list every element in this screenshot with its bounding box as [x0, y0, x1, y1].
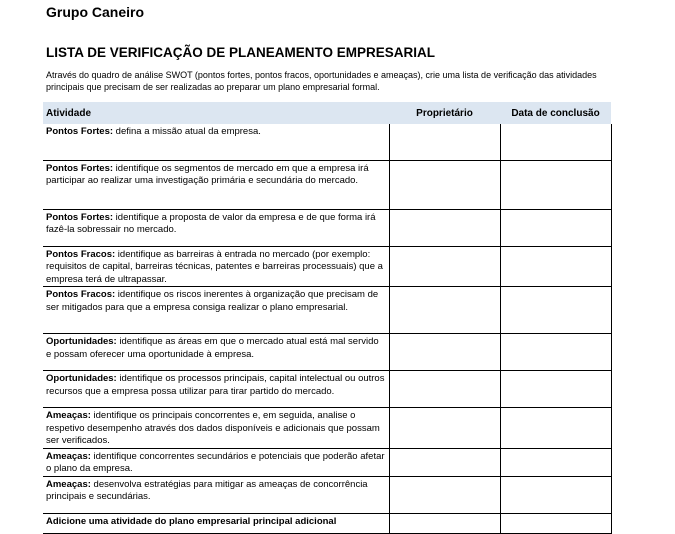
table-row: [43, 334, 611, 371]
date-cell[interactable]: [500, 124, 611, 160]
column-header-activity: Atividade: [43, 102, 389, 124]
date-cell[interactable]: [500, 160, 611, 209]
activity-cell: [43, 334, 389, 371]
date-cell[interactable]: [500, 408, 611, 449]
activity-label: Oportunidades:: [46, 336, 117, 347]
activity-text: identifique os riscos inerentes à organização que precisam de ser mitigados para que a empresa consiga realizar o plano empresarial.: [46, 289, 379, 313]
activity-cell: [43, 371, 389, 408]
table-row: [43, 124, 611, 160]
activity-cell: [43, 124, 389, 160]
table-row: [43, 371, 611, 408]
document-title: LISTA DE VERIFICAÇÃO DE PLANEAMENTO EMPRESARIAL: [46, 45, 436, 60]
table-row: [43, 209, 611, 246]
activity-text: identifique os principais concorrentes e, em seguida, analise o respetivo desempenho através dos dados disponíveis e adicionais que possam ser verificados.: [46, 410, 380, 446]
company-name: Grupo Caneiro: [46, 4, 145, 20]
owner-cell[interactable]: [389, 160, 500, 209]
activity-cell: [43, 246, 389, 287]
activity-text: identifique as barreiras à entrada no mercado (por exemplo: requisitos de capital, barreiras técnicas, patentes e barreiras processuais) que a empresa terá de ultrapassar.: [46, 248, 383, 285]
activity-label: Pontos Fortes:: [46, 211, 114, 223]
activity-text: defina a missão atual da empresa.: [113, 126, 261, 137]
activity-cell: [43, 408, 389, 449]
owner-cell[interactable]: [389, 287, 500, 334]
owner-cell[interactable]: [389, 334, 500, 371]
activity-label: Pontos Fortes:: [46, 162, 114, 174]
table-row: [43, 448, 611, 476]
owner-cell[interactable]: [389, 408, 500, 449]
checklist-table: [43, 102, 612, 534]
activity-cell: [43, 209, 389, 246]
activity-text: Adicione uma atividade do plano empresarial principal adicional: [46, 515, 337, 527]
activity-text: identifique os segmentos de mercado em que a empresa irá participar ao realizar uma investigação primária e secundária do mercado.: [46, 162, 369, 186]
activity-label: Ameaças:: [46, 450, 91, 462]
date-cell[interactable]: [500, 246, 611, 287]
column-header-date: Data de conclusão: [500, 102, 611, 124]
owner-cell[interactable]: [389, 124, 500, 160]
owner-cell[interactable]: [389, 448, 500, 476]
owner-cell[interactable]: [389, 476, 500, 513]
activity-label: Pontos Fracos:: [46, 248, 116, 260]
owner-cell[interactable]: [389, 513, 500, 533]
activity-text: identifique as áreas em que o mercado atual está mal servido e possam oferecer uma oportunidade à empresa.: [46, 336, 379, 360]
date-cell[interactable]: [500, 371, 611, 408]
intro-paragraph: Através do quadro de análise SWOT (pontos fortes, pontos fracos, oportunidades e ameaças), crie uma lista de verificação das atividades principais que precisam de ser realizadas ao preparar um plano empresarial formal.: [46, 70, 597, 92]
activity-text: identifique a proposta de valor da empresa e de que forma irá fazê-la sobressair no mercado.: [46, 211, 376, 235]
activity-text: desenvolva estratégias para mitigar as ameaças de concorrência principais e secundárias.: [46, 478, 368, 502]
date-cell[interactable]: [500, 209, 611, 246]
table-row: [43, 246, 611, 287]
date-cell[interactable]: [500, 448, 611, 476]
owner-cell[interactable]: [389, 209, 500, 246]
activity-text: identifique concorrentes secundários e potenciais que poderão afetar o plano da empresa.: [46, 450, 385, 474]
table-row: [43, 476, 611, 513]
table-row: [43, 287, 611, 334]
date-cell[interactable]: [500, 334, 611, 371]
activity-label: Oportunidades:: [46, 373, 117, 384]
activity-cell: [43, 287, 389, 334]
activity-label: Pontos Fracos:: [46, 289, 116, 300]
column-header-owner: Proprietário: [389, 102, 500, 124]
activity-label: Pontos Fortes:: [46, 126, 114, 137]
owner-cell[interactable]: [389, 246, 500, 287]
table-row: [43, 513, 611, 533]
date-cell[interactable]: [500, 287, 611, 334]
activity-cell: [43, 160, 389, 209]
date-cell[interactable]: [500, 513, 611, 533]
date-cell[interactable]: [500, 476, 611, 513]
activity-cell: [43, 476, 389, 513]
table-row: [43, 160, 611, 209]
activity-text: identifique os processos principais, capital intelectual ou outros recursos que a empresa possa utilizar para tirar partido do mercado.: [46, 373, 385, 397]
table-header-row: [43, 102, 611, 124]
activity-cell: [43, 448, 389, 476]
add-activity-cell[interactable]: [43, 513, 389, 533]
activity-label: Ameaças:: [46, 410, 91, 421]
owner-cell[interactable]: [389, 371, 500, 408]
activity-label: Ameaças:: [46, 478, 91, 490]
table-row: [43, 408, 611, 449]
